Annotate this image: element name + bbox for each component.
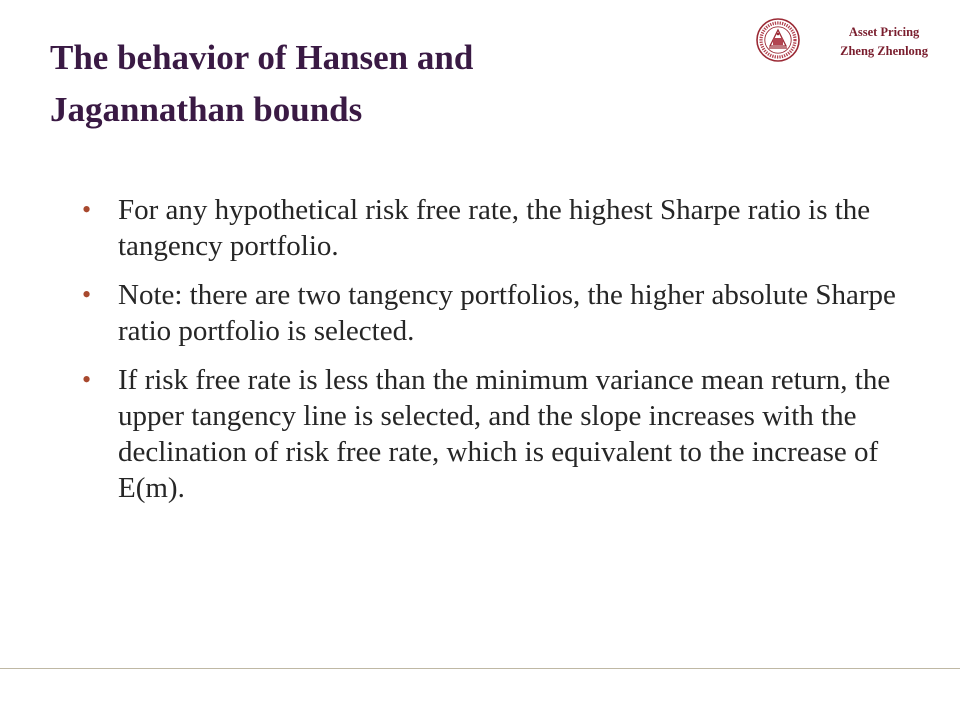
bullet-marker: •	[82, 195, 92, 224]
slide-title-line-1: The behavior of Hansen and	[50, 38, 474, 77]
header-brand	[840, 23, 928, 61]
university-seal-logo	[756, 18, 800, 62]
slide-title-line-2: Jagannathan bounds	[50, 90, 363, 129]
author-name: Zheng Zhenlong	[840, 44, 928, 58]
bullet-marker: •	[82, 365, 92, 394]
bullet-item	[82, 277, 902, 349]
slide-title	[50, 32, 690, 136]
bullet-marker: •	[82, 280, 92, 309]
course-name: Asset Pricing	[848, 25, 920, 39]
bullet-item	[82, 362, 902, 506]
bullet-text: For any hypothetical risk free rate, the highest Sharpe ratio is the tangency portfolio.	[118, 194, 871, 262]
bullet-text: If risk free rate is less than the minimum variance mean return, the upper tangency line is selected, and the slope increases with the declination of risk free rate, which is equivalent to the increase of E(m).	[118, 364, 891, 504]
bullet-list	[82, 192, 902, 519]
bullet-item	[82, 192, 902, 264]
bullet-text: Note: there are two tangency portfolios, the higher absolute Sharpe ratio portfolio is selected.	[118, 279, 896, 347]
footer-divider	[0, 668, 960, 669]
